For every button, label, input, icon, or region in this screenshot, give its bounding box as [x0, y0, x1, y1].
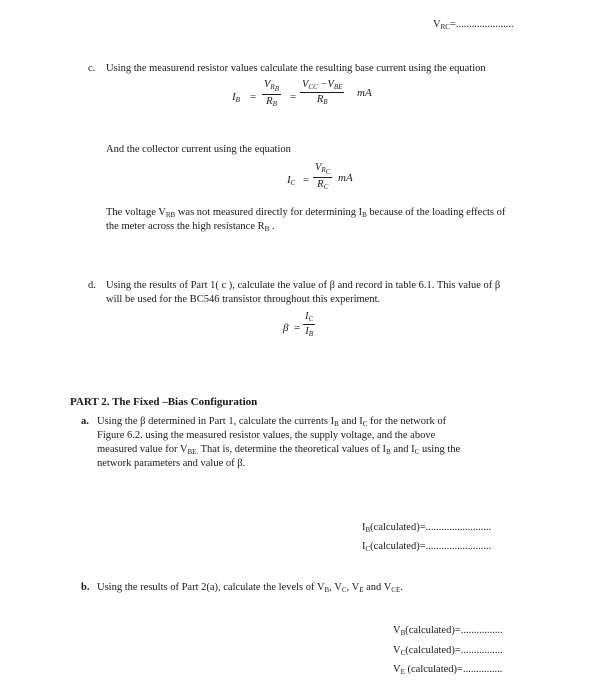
- part2a-line1: Using the β determined in Part 1, calculate the currents $I_B$ and $I_C$ for the network of: [97, 416, 447, 428]
- part2a-line3: measured value for $V_{BE.}$ That is, determine the theoretical values of $I_B$ and $I_C$ using the: [97, 444, 461, 456]
- vrc-over-rc-fraction: $V_{R_C}$ $R_C$: [315, 162, 331, 191]
- vrc-answer-line: $V_{RC}=$......................: [433, 19, 514, 31]
- vrb-over-rb-fraction: $V_{R_B}$ $R_B$: [264, 79, 279, 108]
- partd-letter: d.: [88, 280, 96, 291]
- collector-instruction: And the collector current using the equation: [106, 144, 291, 155]
- part2b-letter: b.: [81, 582, 90, 593]
- partd-instruction-line1: Using the results of Part 1( c ), calculate the value of β and record in table 6.1. This value of β: [106, 280, 501, 291]
- loading-effect-note-line2: the meter across the high resistance $R_B$ .: [106, 221, 275, 233]
- ic-calculated-answer-line: $I_C(calculated)=$.........................: [362, 541, 492, 553]
- part2a-letter: a.: [81, 416, 89, 427]
- vcc-minus-vbe-over-rb-fraction: $V_{CC} -V_{BE}$ $R_B$: [302, 79, 343, 106]
- ve-calculated-answer-line: $V_E$ (calculated)=...............: [393, 664, 503, 676]
- partc-letter: c.: [88, 63, 96, 74]
- part2b-instruction: Using the results of Part 2(a), calculate the levels of $V_B$, $V_C$, $V_E$ and $V_{CE}$.: [97, 582, 403, 594]
- vc-calculated-answer-line: $V_C(calculated)=$................: [393, 645, 503, 657]
- part2-heading: PART 2. The Fixed –Bias Configuration: [70, 396, 258, 408]
- part2a-line2: Figure 6.2. using the measured resistor values, the supply voltage, and the above: [97, 430, 436, 441]
- partd-instruction-line2: will be used for the BC546 transistor throughout this experiment.: [106, 294, 381, 305]
- ib-calculated-answer-line: $I_B(calculated)=$.........................: [362, 522, 492, 534]
- vb-calculated-answer-line: $V_B(calculated)=$................: [393, 625, 503, 637]
- ic-over-ib-fraction: $\frac{I_C}{I_B}$: [305, 311, 314, 338]
- partc-instruction: Using the measurend resistor values calculate the resulting base current using the equation: [106, 63, 486, 74]
- part2a-line4: network parameters and value of β.: [97, 458, 246, 469]
- loading-effect-note-line1: The voltage $V_{RB}$ was not measured directly for determining $I_B$ because of the loading effects of: [106, 207, 506, 219]
